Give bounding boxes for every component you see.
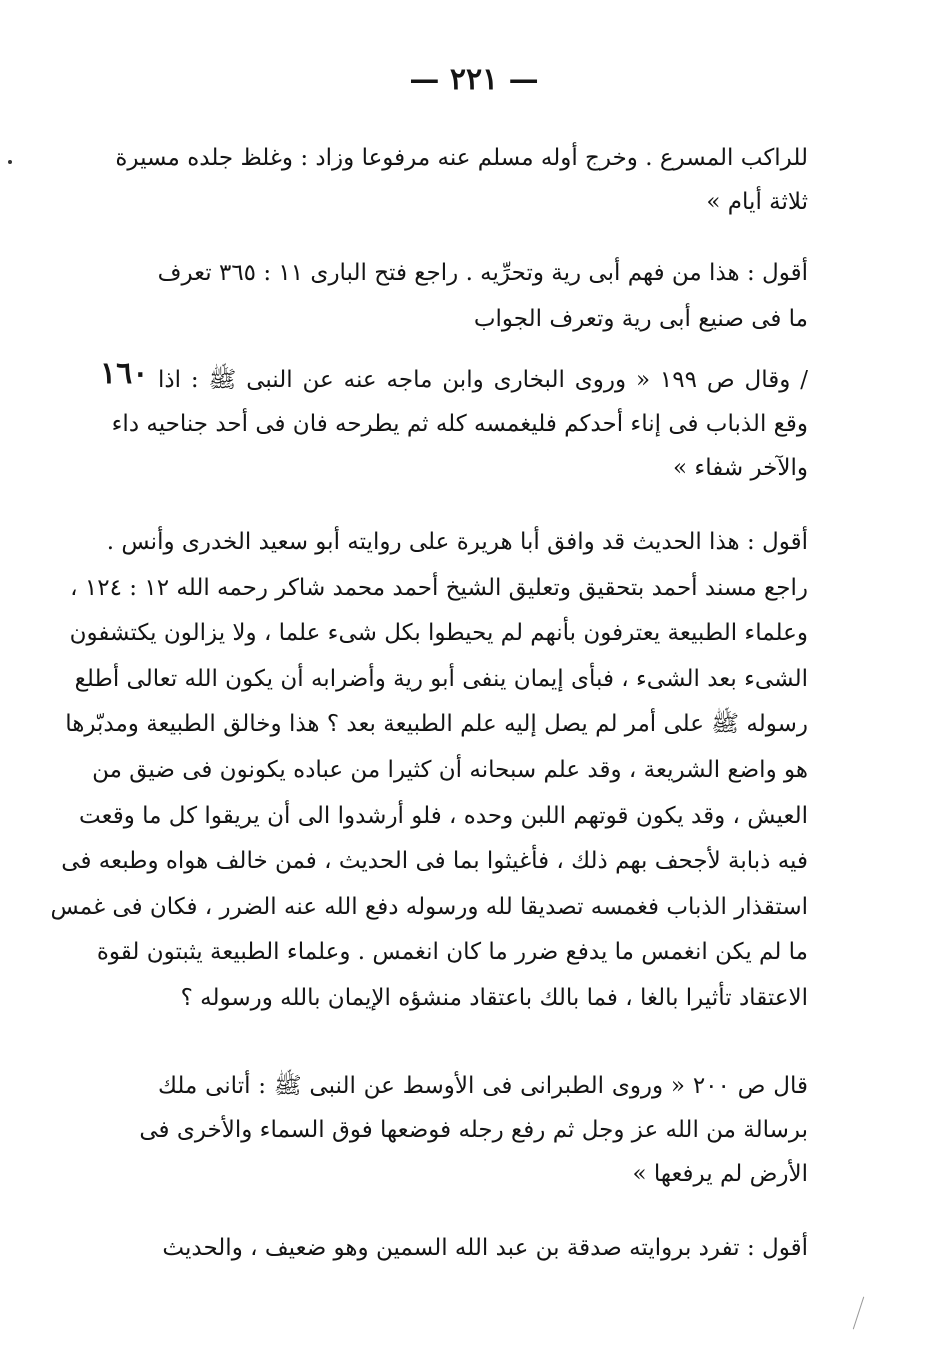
text-line: رسوله ﷺ على أمر لم يصل إليه علم الطبيعة بعد ؟ هذا وخالق الطبيعة ومدبّرها (65, 711, 808, 738)
text-line: ما لم يكن انغمس ما يدفع ضرر ما كان انغمس . وعلماء الطبيعة يثبتون لقوة (96, 939, 808, 966)
text-line: استقذار الذباب فغمسه تصديقا لله ورسوله دفع الله عنه الضرر ، فكان فى غمس (50, 893, 808, 920)
text-line: ما فى صنيع أبى رية وتعرف الجواب (473, 306, 808, 332)
text-line: راجع مسند أحمد بتحقيق وتعليق الشيخ أحمد محمد شاكر رحمه الله ١٢ : ١٢٤ ، (70, 574, 808, 601)
text-line: ثلاثة أيام » (706, 189, 808, 215)
paragraph-5 (139, 1064, 808, 1196)
text-line: أقول : تفرد بروايته صدقة بن عبد الله السمين وهو ضعيف ، والحديث (162, 1235, 808, 1261)
text-line: للراكب المسرع . وخرج أوله مسلم عنه مرفوعا وزاد : وغلظ جلده مسيرة (115, 145, 808, 171)
paragraph-2 (158, 250, 808, 342)
text-line: الشىء بعد الشىء ، فبأى إيمان ينفى أبو رية وأضرابه أن يكون الله تعالى أطلع (74, 665, 808, 692)
page-number: — ٢٢١ — (409, 62, 539, 97)
text-line: أقول : هذا الحديث قد وافق أبا هريرة على روايته أبو سعيد الخدرى وأنس . (106, 529, 808, 555)
text-line: والآخر شفاء » (673, 455, 808, 481)
text-line: برسالة من الله عز وجل ثم رفع رجله فوضعها فوق السماء والأخرى فى (139, 1117, 808, 1143)
text-line: فيه ذبابة لأجحف بهم ذلك ، فأغيثوا بما فى الحديث ، فمن خالف هواه وطبعه فى (61, 848, 808, 875)
text-line: الأرض لم يرفعها » (632, 1161, 808, 1187)
text-line: هو واضع الشريعة ، وقد علم سبحانه أن كثيرا من عباده يكونون فى ضيق من (92, 756, 808, 783)
margin-note-number: ١٦٠ (100, 356, 149, 391)
text-line: وعلماء الطبيعة يعترفون بأنهم لم يحيطوا بكل شىء علما ، ولا يزالون يكتشفون (69, 620, 808, 647)
scan-mark (853, 1297, 864, 1330)
text-line: أقول : هذا من فهم أبى رية وتحرِّيه . راجع فتح البارى ١١ : ٣٦٥ تعرف (157, 260, 808, 286)
paragraph-4 (50, 520, 808, 1022)
paragraph-1 (115, 136, 808, 224)
paragraph-6 (158, 1226, 808, 1270)
scan-speck (8, 160, 12, 164)
text-line: العيش ، وقد يكون قوتهم اللبن وحده ، فلو أرشدوا الى أن يريقوا كل ما وقعت (79, 802, 808, 829)
text-line: قال ص ٢٠٠ « وروى الطبرانى فى الأوسط عن النبى ﷺ : أتانى ملك (158, 1073, 808, 1099)
text-line: الاعتقاد تأثيرا بالغا ، فما بالك باعتقاد منشؤه الإيمان بالله ورسوله ؟ (180, 984, 808, 1011)
text-line: / وقال ص ١٩٩ « وروى البخارى وابن ماجه عنه عن النبى ﷺ : اذا (158, 367, 809, 393)
text-line: وقع الذباب فى إناء أحدكم فليغمسه كله ثم يطرحه فان فى أحد جناحيه داء (111, 411, 808, 437)
